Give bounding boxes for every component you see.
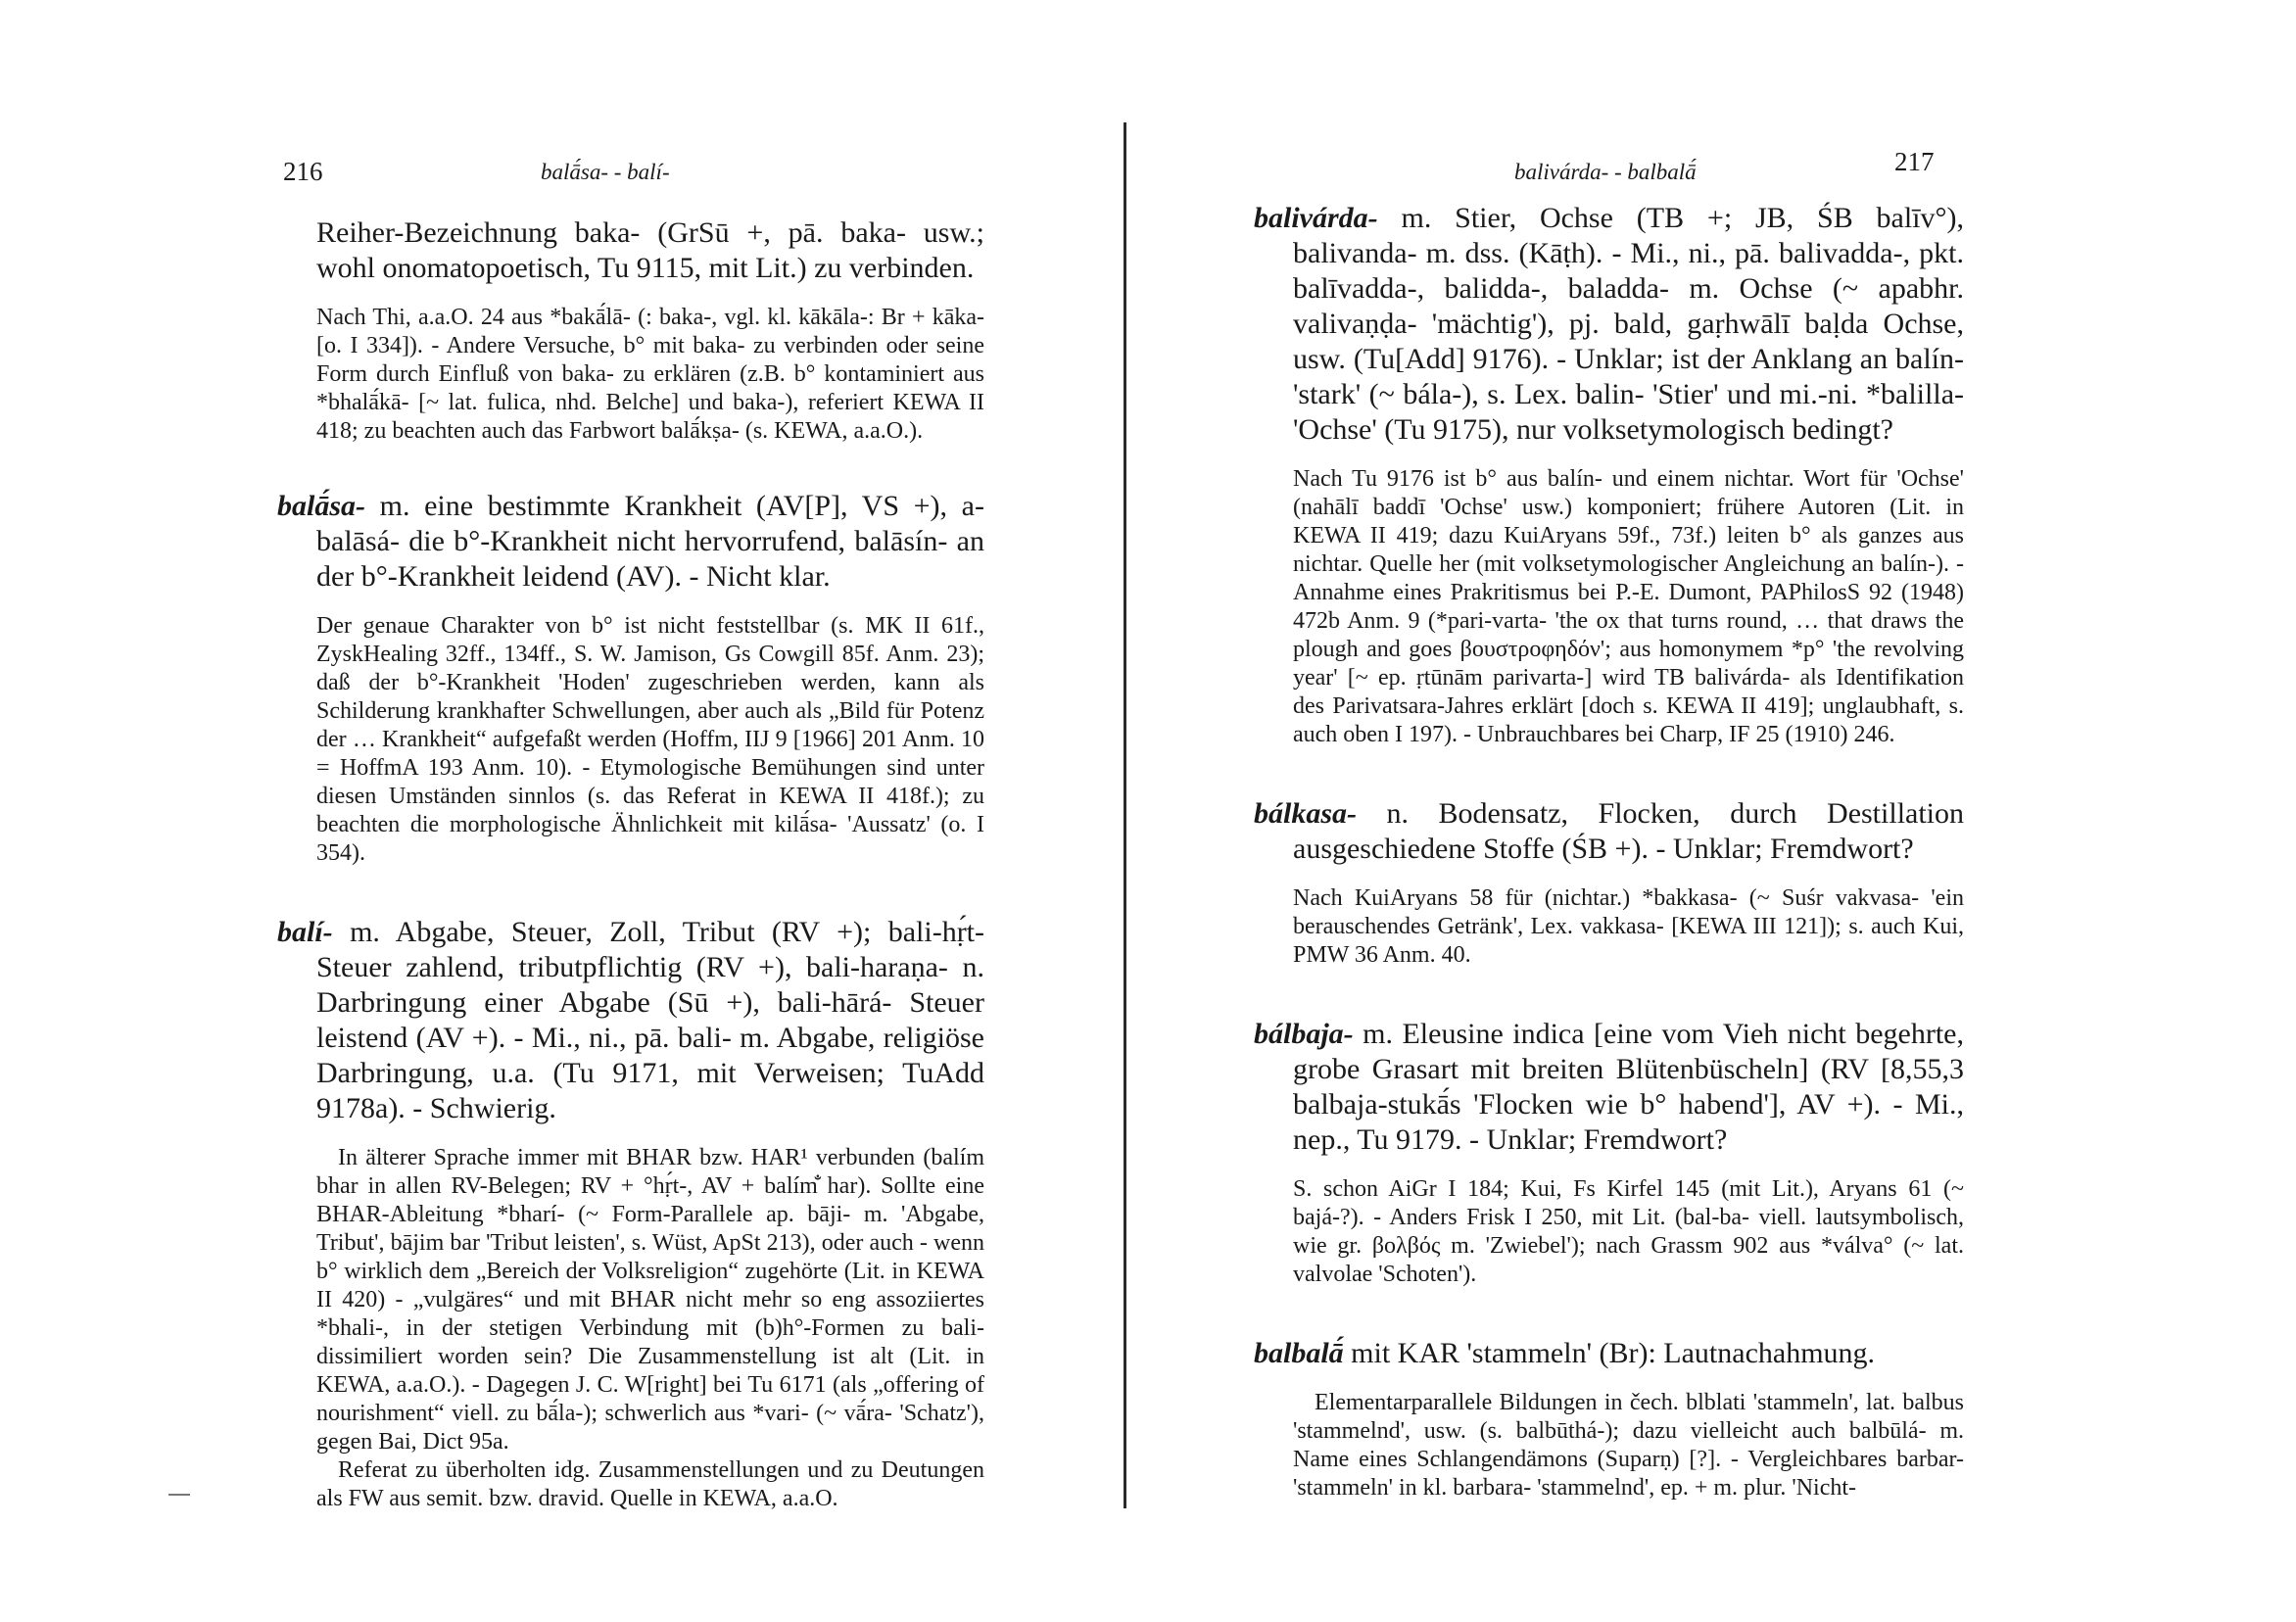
entry-note: Der genaue Charakter von b° ist nicht feststellbar (s. MK II 61f., ZyskHealing 32ff., 134ff., S. W. Jamison, Gs Cowgill 85f. Anm. 23); daß der b°-Krankheit 'Hoden' zugeschrieben werden, kann als Schilderung krankhafter Schwellungen, aber auch als „Bild für Potenz der … Krankheit“ aufgefaßt werden (Hoffm, IIJ 9 [1966] 201 Anm. 10 = HoffmA 193 Anm. 10). - Etymologische Bemühungen sind unter diesen Umständen sinnlos (s. das Referat in KEWA II 418f.); zu beachten die morphologische Ähnlichkeit mit kilā́sa- 'Aussatz' (o. I 354). <box>316 613 984 866</box>
entry-main <box>1254 1017 1964 1158</box>
dictionary-entry <box>1254 201 1964 749</box>
dictionary-entry <box>1254 1017 1964 1289</box>
entry-main <box>1254 201 1964 448</box>
entry-lemma: bálkasa- <box>1254 797 1357 830</box>
entry-main <box>1254 796 1964 867</box>
entry-note: S. schon AiGr I 184; Kui, Fs Kirfel 145 (mit Lit.), Aryans 61 (~ bajá-?). - Anders Frisk I 250, mit Lit. (bal-ba- viell. lautsymbolisch, wie gr. βολβός m. 'Zwiebel'); nach Grassm 902 aus *válva° (~ lat. valvolae 'Schoten'). <box>1293 1176 1964 1287</box>
continued-entry <box>277 215 984 446</box>
entry-definition: mit KAR 'stammeln' (Br): Lautnachahmung. <box>1351 1337 1876 1369</box>
page-number: 216 <box>283 157 323 186</box>
dictionary-entry <box>1254 796 1964 970</box>
entry-note: Elementarparallele Bildungen in čech. blblati 'stammeln', lat. balbus 'stammelnd', usw. (s. balbūthá-); dazu vielleicht auch balbūlá- m. Name eines Schlangendämons (Suparṇ) [?]. - Vergleichbares barbar- 'stammeln' in kl. barbara- 'stammelnd', ep. + m. plur. 'Nicht- <box>1293 1390 1964 1501</box>
right-column <box>1254 201 1964 1550</box>
entry-main-text: Reiher-Bezeichnung baka- (GrSū +, pā. baka- usw.; wohl onomatopoetisch, Tu 9115, mit Lit.) zu verbinden. <box>316 216 984 284</box>
entry-main <box>277 489 984 595</box>
entry-note: Nach Thi, a.a.O. 24 aus *bakā́lā- (: baka-, vgl. kl. kākāla-: Br + kāka- [o. I 334]). - Andere Versuche, b° mit baka- zu verbinden oder seine Form durch Einfluß von baka- zu erklären (z.B. b° kontaminiert aus *bhalā́kā- [~ lat. fulica, nhd. Belche] und baka-), referiert KEWA II 418; zu beachten auch das Farbwort balā́kṣa- (s. KEWA, a.a.O.). <box>316 305 984 444</box>
entry-main <box>277 915 984 1126</box>
dictionary-entry <box>277 489 984 868</box>
entry-note: Nach Tu 9176 ist b° aus balín- und einem nichtar. Wort für 'Ochse' (nahālī baddī 'Ochse' usw.) komponiert; frühere Autoren (Lit. in KEWA II 419; dazu KuiAryans 59f., 73f.) leiten b° als ganzes aus nichtar. Quelle her (mit volksetymologischer Angleichung an balín-). - Annahme eines Prakritismus bei P.-E. Dumont, PAPhilosS 92 (1948) 472b Anm. 9 (*pari-varta- 'the ox that turns round, … that draws the plough and goes βουστροφηδόν'; aus homonymem *p° 'the revolving year' [~ ep. ṛtūnām parivarta-] wird TB balivárda- als Identifikation des Parivatsara-Jahres erklärt [doch s. KEWA II 419]; unglaubhaft, s. auch oben I 197). - Unbrauchbares bei Charp, IF 25 (1910) 246. <box>1293 466 1964 747</box>
right-page <box>1126 0 2296 1622</box>
entry-lemma: balí- <box>277 916 333 948</box>
entry-note: Referat zu überholten idg. Zusammenstellungen und zu Deutungen als FW aus semit. bzw. dravid. Quelle in KEWA, a.a.O. <box>316 1457 984 1511</box>
entry-definition: n. Bodensatz, Flocken, durch Destillation ausgeschiedene Stoffe (ŚB +). - Unklar; Fremdwort? <box>1293 797 1965 865</box>
entry-lemma: balā́sa- <box>277 490 365 522</box>
entry-definition: m. Abgabe, Steuer, Zoll, Tribut (RV +); bali-hṛ́t- Steuer zahlend, tributpflichtig (RV +), bali-haraṇa- n. Darbringung einer Abgabe (Sū +), bali-hārá- Steuer leistend (AV +). - Mi., ni., pā. bali- m. Abgabe, religiöse Darbringung, u.a. (Tu 9171, mit Verweisen; TuAdd 9178a). - Schwierig. <box>316 916 985 1124</box>
entry-note: In älterer Sprache immer mit BHAR bzw. HAR¹ verbunden (balím bhar in allen RV-Belegen; RV + °hṛ́t-, AV + balím̐ har). Sollte eine BHAR-Ableitung *bharí- (~ Form-Parallele ap. bāji- m. 'Abgabe, Tribut', bājim bar 'Tribut leisten', s. Wüst, ApSt 213), oder auch - wenn b° wirklich dem „Bereich der Volksreligion“ zugehörte (Lit. in KEWA II 420) - „vulgäres“ und mit BHAR nicht mehr so eng assoziiertes *bhali-, in der stetigen Verbindung mit (b)h°-Formen zu bali- dissimiliert worden sein? Die Zusammenstellung ist alt (Lit. in KEWA, a.a.O.). - Dagegen J. C. W[right] bei Tu 6171 (als „offering of nourishment“ viell. zu bā́la-); schwerlich aus *vari- (~ vā́ra- 'Schatz'), gegen Bai, Dict 95a. <box>316 1145 984 1455</box>
entry-definition: m. eine bestimmte Krankheit (AV[P], VS +), a-balāsá- die b°-Krankheit nicht hervorrufend, balāsín- an der b°-Krankheit leidend (AV). - Nicht klar. <box>316 490 984 593</box>
dictionary-entry <box>1254 1336 1964 1503</box>
entry-definition: m. Eleusine indica [eine vom Vieh nicht begehrte, grobe Grasart mit breiten Blütenbüscheln] (RV [8,55,3 balbaja-stukā́s 'Flocken wie b° habend'], AV +). - Mi., nep., Tu 9179. - Unklar; Fremdwort? <box>1293 1018 1964 1156</box>
left-column <box>277 215 984 1560</box>
entry-lemma: balivárda- <box>1254 202 1378 234</box>
dictionary-entry <box>277 915 984 1513</box>
running-head: balā́sa- - balí- <box>541 160 670 184</box>
scan-mark <box>168 1494 190 1496</box>
page-number: 217 <box>1894 147 1935 176</box>
running-head: balivárda- - balbalā́ <box>1514 160 1697 184</box>
entry-lemma: bálbaja- <box>1254 1018 1354 1050</box>
entry-lemma: balbalā́ <box>1254 1337 1344 1369</box>
left-page <box>0 0 1122 1622</box>
entry-main <box>1254 1336 1964 1371</box>
entry-definition: m. Stier, Ochse (TB +; JB, ŚB balīv°), balivanda- m. dss. (Kāṭh). - Mi., ni., pā. balivadda-, pkt. balīvadda-, balidda-, baladda- m. Ochse (~ apabhr. valivaṇḍa- 'mächtig'), pj. bald, gaṛhwālī baḷda Ochse, usw. (Tu[Add] 9176). - Unklar; ist der Anklang an balín- 'stark' (~ bála-), s. Lex. balin- 'Stier' und mi.-ni. *balilla- 'Ochse' (Tu 9175), nur volksetymologisch bedingt? <box>1293 202 1965 446</box>
entry-note: Nach KuiAryans 58 für (nichtar.) *bakkasa- (~ Suśr vakvasa- 'ein berauschendes Getränk', Lex. vakkasa- [KEWA III 121]); s. auch Kui, PMW 36 Anm. 40. <box>1293 885 1964 968</box>
